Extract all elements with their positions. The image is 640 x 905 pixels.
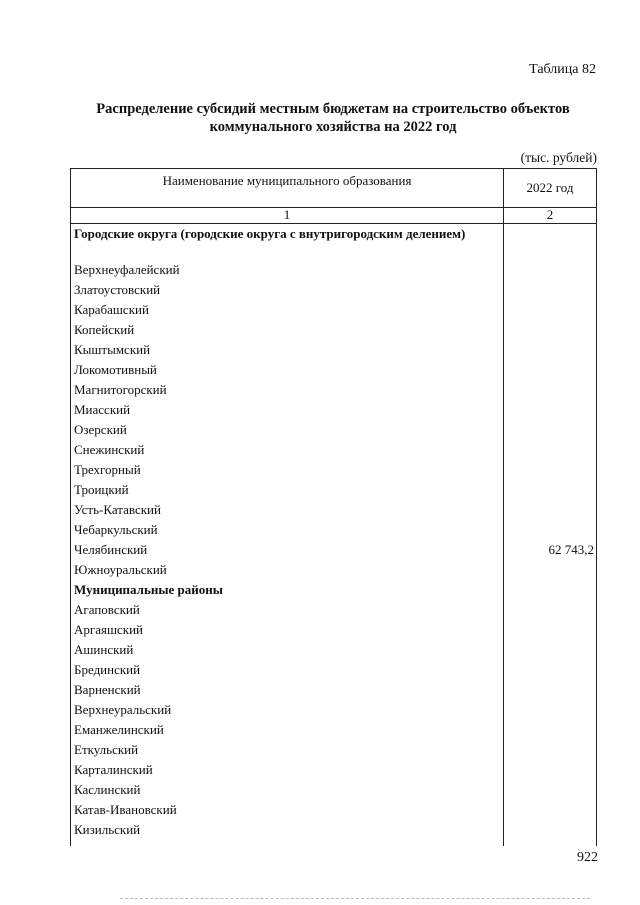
municipality-name: Южноуральский [74, 562, 167, 577]
municipality-name: Варненский [74, 682, 141, 697]
table-row [71, 340, 596, 360]
municipality-name: Локомотивный [74, 362, 157, 377]
table-row [71, 640, 596, 660]
table-row [71, 680, 596, 700]
table-header [71, 169, 596, 208]
municipality-name: Верхнеуральский [74, 702, 172, 717]
table-row [71, 280, 596, 300]
table-row [71, 380, 596, 400]
table-row [71, 780, 596, 800]
municipality-name: Копейский [74, 322, 135, 337]
municipality-name: Магнитогорский [74, 382, 167, 397]
section-heading: Городские округа (городские округа с внутригородским делением) [74, 226, 466, 241]
subsidy-table [70, 168, 597, 846]
municipality-name: Челябинский [74, 542, 148, 557]
table-row [71, 300, 596, 320]
table-row [71, 360, 596, 380]
section-heading: Муниципальные районы [74, 582, 223, 597]
municipality-name: Снежинский [74, 442, 145, 457]
municipality-name: Ашинский [74, 642, 134, 657]
municipality-name: Кизильский [74, 822, 141, 837]
municipality-name: Златоустовский [74, 282, 161, 297]
document-title: Распределение субсидий местным бюджетам на строительство объектов коммунального хозяйства на 2022 год [96, 101, 570, 135]
municipality-name: Озерский [74, 422, 127, 437]
table-row [71, 480, 596, 500]
municipality-name: Карабашский [74, 302, 149, 317]
table-number: Таблица 82 [529, 62, 596, 77]
municipality-name: Агаповский [74, 602, 140, 617]
table-row [71, 720, 596, 740]
municipality-name: Каслинский [74, 782, 141, 797]
municipality-name: Троицкий [74, 482, 129, 497]
municipality-name: Еманжелинский [74, 722, 164, 737]
table-row [71, 740, 596, 760]
municipality-name: Усть-Катавский [74, 502, 161, 517]
subsidy-value: 62 743,2 [548, 542, 594, 557]
table-row [71, 700, 596, 720]
municipality-name: Брединский [74, 662, 141, 677]
header-municipality: Наименование муниципального образования [162, 173, 412, 188]
table-row [71, 260, 596, 280]
table-row [71, 760, 596, 780]
municipality-name: Аргаяшский [74, 622, 143, 637]
column-numbering-row [71, 207, 596, 224]
section-row [71, 224, 596, 260]
table-row [71, 400, 596, 420]
header-year: 2022 год [526, 180, 574, 195]
municipality-name: Верхнеуфалейский [74, 262, 180, 277]
table-row [71, 500, 596, 520]
table-body [71, 224, 596, 840]
page-number: 922 [577, 850, 598, 865]
table-row [71, 420, 596, 440]
municipality-name: Карталинский [74, 762, 153, 777]
municipality-name: Миасский [74, 402, 131, 417]
table-row [71, 520, 596, 540]
table-row [71, 320, 596, 340]
municipality-name: Кыштымский [74, 342, 151, 357]
column-number-2: 2 [546, 207, 554, 222]
municipality-name: Катав-Ивановский [74, 802, 177, 817]
table-row [71, 460, 596, 480]
municipality-name: Чебаркульский [74, 522, 158, 537]
table-row [71, 800, 596, 820]
table-row [71, 660, 596, 680]
table-row [71, 600, 596, 620]
units-note: (тыс. рублей) [520, 150, 597, 165]
table-row [71, 560, 596, 580]
footer-divider [120, 898, 590, 899]
section-row [71, 580, 596, 600]
table-row [71, 540, 596, 560]
table-row [71, 440, 596, 460]
table-row [71, 620, 596, 640]
municipality-name: Еткульский [74, 742, 139, 757]
table-row [71, 820, 596, 840]
municipality-name: Трехгорный [74, 462, 141, 477]
column-number-1: 1 [283, 207, 291, 222]
